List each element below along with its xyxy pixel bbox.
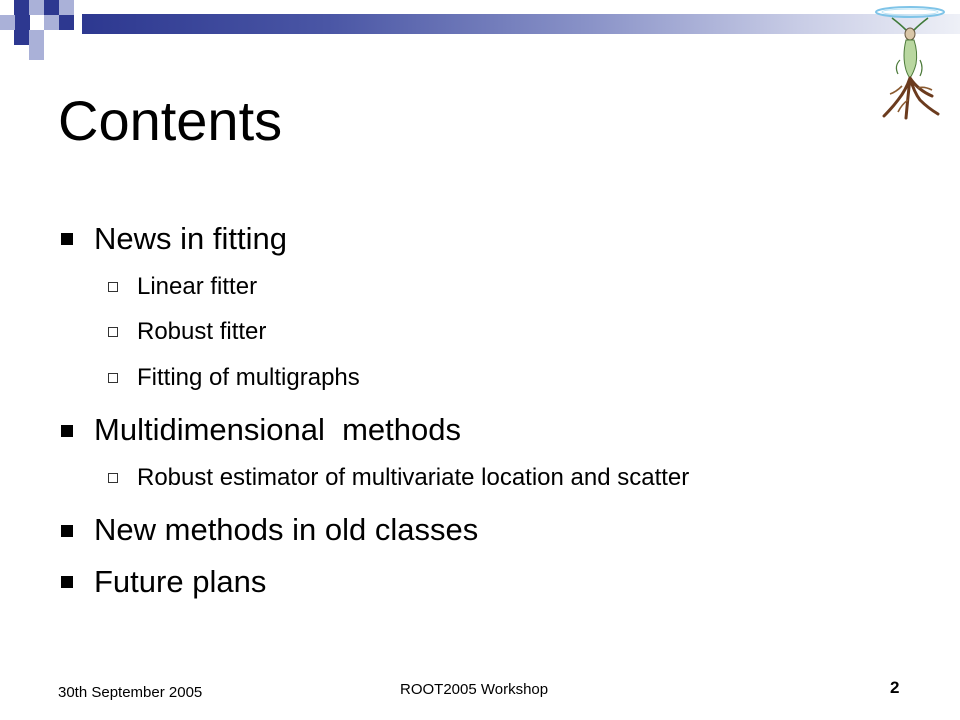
slide-title: Contents <box>58 89 283 152</box>
sub-bullet-item: Robust estimator of multivariate location and scatter <box>137 464 690 491</box>
hollow-square-bullet-icon <box>108 327 118 337</box>
bullet-item: Multidimensional methods <box>94 412 462 447</box>
hollow-square-bullet-icon <box>108 282 118 292</box>
sub-bullet-item: Robust fitter <box>137 318 267 345</box>
bullet-item: News in fitting <box>94 221 287 256</box>
hollow-square-bullet-icon <box>108 373 118 383</box>
footer-event: ROOT2005 Workshop <box>400 681 549 698</box>
square-bullet-icon <box>61 525 73 537</box>
square-bullet-icon <box>61 576 73 588</box>
bullet-item: Future plans <box>94 564 267 599</box>
sub-bullet-item: Fitting of multigraphs <box>137 364 360 391</box>
square-bullet-icon <box>61 233 73 245</box>
square-bullet-icon <box>61 425 73 437</box>
footer-date: 30th September 2005 <box>58 684 203 701</box>
hollow-square-bullet-icon <box>108 473 118 483</box>
slide-number: 2 <box>890 678 900 697</box>
bullet-item: New methods in old classes <box>94 512 479 547</box>
sub-bullet-item: Linear fitter <box>137 273 258 300</box>
